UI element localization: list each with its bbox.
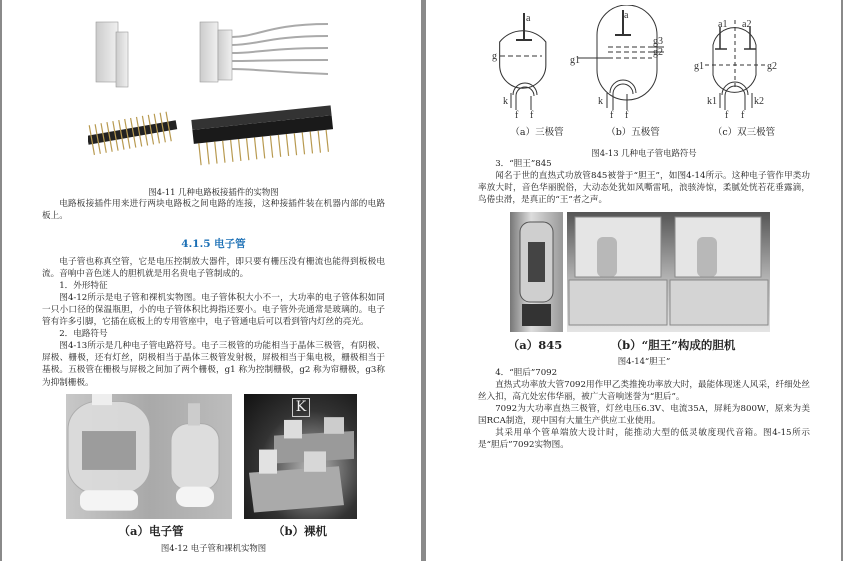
- page-divider: [421, 0, 426, 561]
- subsection-title: 1．外形特征: [59, 281, 108, 291]
- pin-label: g1: [694, 61, 704, 72]
- paragraph: 图4-12所示是电子管和裸机实物图。电子管体积大小不一，大功率的电子管体积如同一只小口径的保温瓶胆，小的电子管体积比拇指还要小。电子管外壳通常是玻璃的。电子管有许多引脚，它插在底板上的专用管座中，电子管通电后可以看到管内灯丝的亮光。: [42, 293, 385, 328]
- pin-label: f: [515, 110, 519, 120]
- photo-label: （a）电子管: [118, 524, 184, 538]
- photo-label: （b）“胆王”构成的胆机: [610, 338, 736, 352]
- paragraph: 闻名于世的直热式功放管845被誉于“胆王”，如图4-14所示。这种电子管作甲类功率放大时，音色华丽脱俗，大动态处犹如风嘶雷吼，浪骇涛惊，柔腻处恍若花垂露滴，鸟倦虫滑，是真正的“王”者之声。: [478, 171, 810, 206]
- connectors-photo: [88, 12, 338, 167]
- pin-label: g1: [570, 55, 580, 66]
- pin-label: f: [741, 110, 745, 120]
- pin-label: f: [725, 110, 729, 120]
- pin-label: g2: [767, 61, 777, 72]
- figure-caption: 图4-14“胆王”: [617, 356, 671, 366]
- pin-label: f: [610, 110, 614, 120]
- symbol-label: （c）双三极管: [712, 127, 776, 138]
- paragraph: 7092为大功率直热三极管，灯丝电压6.3V、电流35A，屏耗为800W，原来为美国RCA制造，现中国有大量生产供应工业使用。: [478, 404, 810, 427]
- pin-label: g3: [653, 36, 663, 47]
- pin-label: f: [530, 110, 534, 120]
- photo-label: （b）裸机: [272, 524, 328, 538]
- figure-caption: 图4-13 几种电子管电路符号: [591, 148, 697, 158]
- bare-amplifier-photo: [244, 394, 357, 519]
- paragraph: 其采用单个管单端放大设计时，能推动大型的低灵敏度现代音箱。图4-15所示是“胆后”7092实物图。: [478, 428, 810, 451]
- pin-label: a1: [718, 19, 728, 30]
- subsection-title: 4．“胆后”7092: [495, 368, 558, 378]
- brand-logo: K: [292, 398, 310, 417]
- section-heading: 4.1.5 电子管: [181, 238, 246, 250]
- pin-label: k: [598, 96, 603, 107]
- pin-label: g: [492, 51, 497, 62]
- symbol-label: （a）三极管: [510, 127, 564, 138]
- pin-label: f: [625, 110, 629, 120]
- tube-amplifier-photo: [567, 212, 770, 332]
- pin-label: k1: [707, 96, 717, 107]
- pin-label: g2: [653, 47, 663, 58]
- symbol-label: （b）五极管: [606, 127, 660, 138]
- figure-caption: 图4-12 电子管和裸机实物图: [160, 543, 267, 553]
- paragraph: 电子管也称真空管，它是电压控制放大器件，即只要有栅压没有栅流也能得到板极电流。音响中音色迷人的胆机就是用名贵电子管制成的。: [42, 257, 385, 280]
- paragraph: 电路板接插件用来进行两块电路板之间电路的连接，这种接插件装在机器内部的电路板上。: [42, 199, 385, 222]
- subsection-title: 3．“胆王”845: [495, 159, 552, 169]
- figure-caption: 图4-11 几种电路板接插件的实物图: [148, 187, 279, 197]
- paragraph: 直热式功率放大管7092用作甲乙类推挽功率放大时，最能体现迷人风采，纤细处丝丝入扣，高亢处宏伟华丽，被广大音响迷誉为“胆后”。: [478, 380, 810, 403]
- subsection-title: 2．电路符号: [59, 329, 108, 339]
- pin-label: k2: [754, 96, 764, 107]
- vacuum-tube-photo: [66, 394, 232, 519]
- photo-label: （a）845: [507, 338, 563, 352]
- viewer-edge: [0, 0, 2, 561]
- tube-symbols-diagram: [470, 5, 800, 120]
- pin-label: k: [503, 96, 508, 107]
- pin-label: a2: [742, 19, 752, 30]
- paragraph: 图4-13所示是几种电子管电路符号。电子三极管的功能相当于晶体三极管，有阴极、屏极、栅极，还有灯丝，阴极相当于晶体三极管发射极，屏极相当于集电极，栅极相当于基极。五极管在栅极与屏极之间加了两个栅极，g1 称为控制栅极，g2 称为帘栅极，g3称为抑制栅极。: [42, 341, 385, 388]
- pin-label: a: [624, 10, 629, 21]
- 845-tube-photo: [510, 212, 563, 332]
- pin-label: a: [526, 13, 531, 24]
